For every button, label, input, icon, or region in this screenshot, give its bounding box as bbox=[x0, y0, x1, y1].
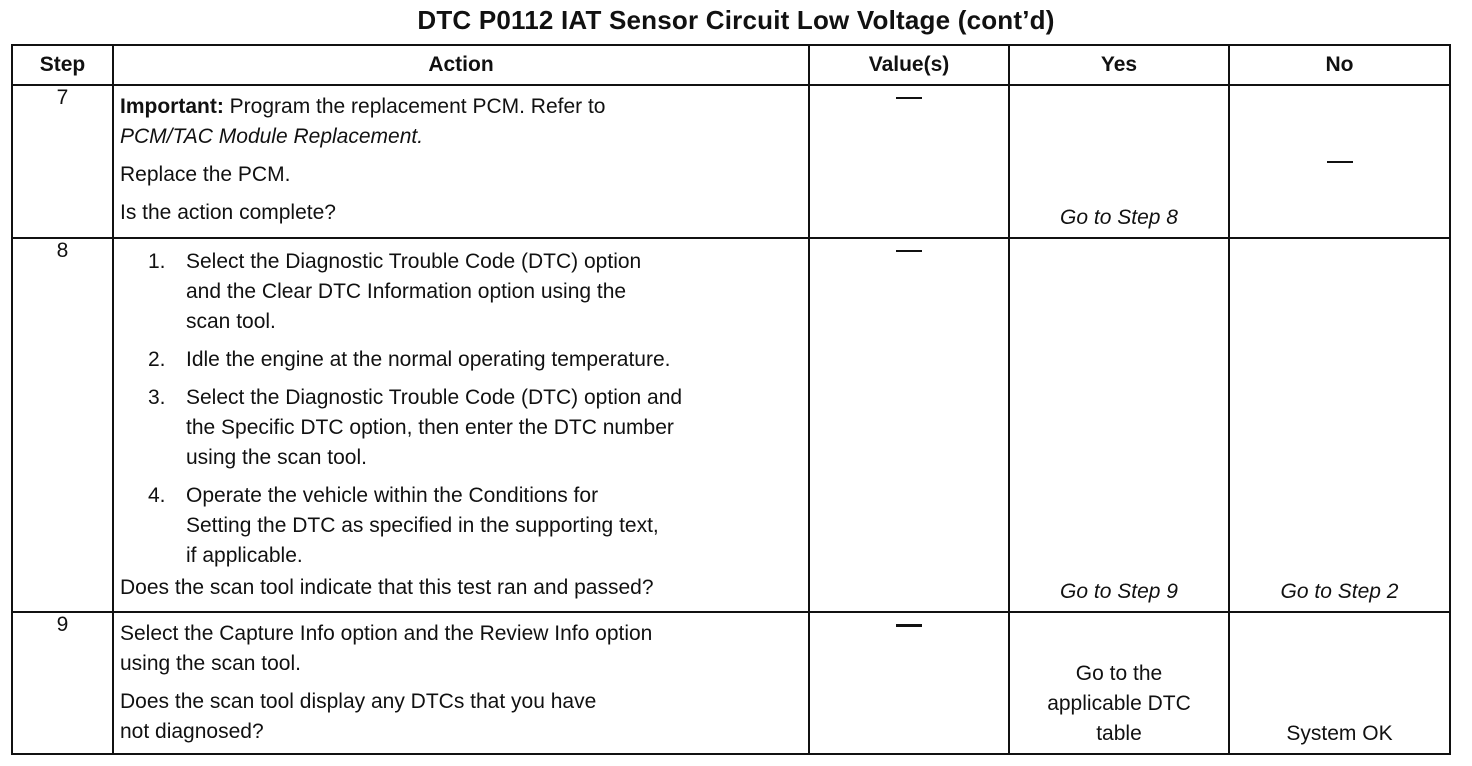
yes-outcome-line: table bbox=[1096, 722, 1142, 745]
no-cell bbox=[1229, 238, 1450, 612]
list-item bbox=[120, 481, 802, 571]
action-steps-list bbox=[120, 247, 802, 571]
header-yes: Yes bbox=[1009, 45, 1229, 85]
action-cell bbox=[113, 612, 809, 754]
yes-cell bbox=[1009, 238, 1229, 612]
instruction-text: Replace the PCM. bbox=[120, 163, 291, 186]
list-item bbox=[120, 383, 802, 473]
list-item-number: 4. bbox=[148, 484, 166, 507]
list-item-number: 3. bbox=[148, 386, 166, 409]
no-cell bbox=[1229, 612, 1450, 754]
yes-outcome: Go to Step 8 bbox=[1060, 206, 1178, 229]
table-row bbox=[12, 238, 1450, 612]
table-header-row bbox=[12, 45, 1450, 85]
action-cell bbox=[113, 238, 809, 612]
action-cell bbox=[113, 85, 809, 238]
instruction-text: Select the Capture Info option and the Review Info option bbox=[120, 622, 653, 645]
list-item-line: if applicable. bbox=[186, 544, 303, 567]
question-text: not diagnosed? bbox=[120, 720, 264, 743]
list-item-line: using the scan tool. bbox=[186, 446, 367, 469]
important-label: Important: bbox=[120, 95, 224, 118]
list-item-number: 1. bbox=[148, 250, 166, 273]
no-cell bbox=[1229, 85, 1450, 238]
value-cell bbox=[809, 85, 1009, 238]
list-item-line: Idle the engine at the normal operating temperature. bbox=[186, 348, 671, 371]
important-note bbox=[120, 92, 802, 122]
step-number: 9 bbox=[12, 612, 113, 754]
yes-cell bbox=[1009, 612, 1229, 754]
step-number: 7 bbox=[12, 85, 113, 238]
step-number: 8 bbox=[12, 238, 113, 612]
table-row bbox=[12, 612, 1450, 754]
list-item bbox=[120, 247, 802, 337]
header-action: Action bbox=[113, 45, 809, 85]
yes-outcome-line: applicable DTC bbox=[1047, 692, 1191, 715]
value-cell bbox=[809, 238, 1009, 612]
header-values: Value(s) bbox=[809, 45, 1009, 85]
list-item-line: Setting the DTC as specified in the supporting text, bbox=[186, 514, 659, 537]
yes-outcome-line: Go to the bbox=[1075, 662, 1163, 685]
important-reference: PCM/TAC Module Replacement. bbox=[120, 125, 424, 148]
no-outcome: System OK bbox=[1286, 722, 1393, 745]
list-item-line: the Specific DTC option, then enter the DTC number bbox=[186, 416, 674, 439]
yes-cell bbox=[1009, 85, 1229, 238]
list-item-line: and the Clear DTC Information option using the bbox=[186, 280, 627, 303]
value-dash bbox=[896, 624, 922, 627]
header-no: No bbox=[1229, 45, 1450, 85]
question-text: Does the scan tool display any DTCs that you have bbox=[120, 690, 597, 713]
header-step: Step bbox=[12, 45, 113, 85]
list-item-line: scan tool. bbox=[186, 310, 276, 333]
yes-outcome bbox=[1010, 659, 1228, 749]
value-cell bbox=[809, 612, 1009, 754]
list-item-line: Select the Diagnostic Trouble Code (DTC) option and bbox=[186, 386, 683, 409]
yes-outcome: Go to Step 9 bbox=[1060, 580, 1178, 603]
list-item bbox=[120, 345, 802, 375]
page-title: DTC P0112 IAT Sensor Circuit Low Voltage (cont’d) bbox=[417, 5, 1055, 35]
no-dash bbox=[1327, 161, 1353, 163]
diagnostic-table bbox=[11, 44, 1451, 755]
list-item-number: 2. bbox=[148, 348, 166, 371]
no-outcome: Go to Step 2 bbox=[1280, 580, 1399, 603]
value-dash bbox=[896, 250, 922, 252]
list-item-line: Select the Diagnostic Trouble Code (DTC) option bbox=[186, 250, 642, 273]
question-text: Does the scan tool indicate that this test ran and passed? bbox=[120, 576, 654, 599]
question-text: Is the action complete? bbox=[120, 201, 336, 224]
instruction-text: using the scan tool. bbox=[120, 652, 301, 675]
list-item-line: Operate the vehicle within the Conditions for bbox=[186, 484, 599, 507]
table-row bbox=[12, 85, 1450, 238]
value-dash bbox=[896, 97, 922, 99]
important-text: Program the replacement PCM. Refer to bbox=[223, 95, 606, 118]
